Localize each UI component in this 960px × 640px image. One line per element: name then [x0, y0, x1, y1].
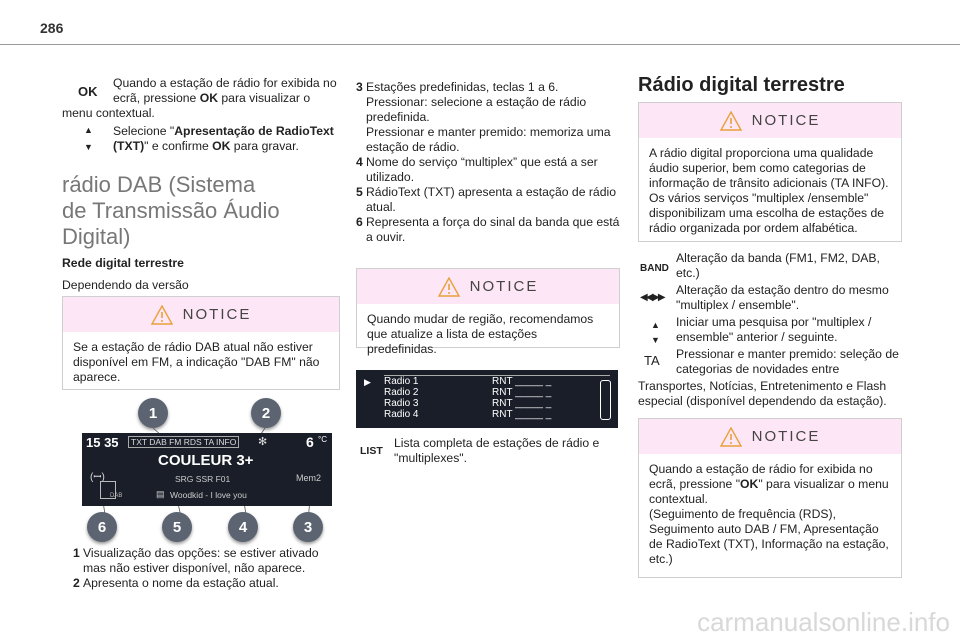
- band-key-label: BAND: [640, 263, 669, 274]
- ok-key-label: OK: [78, 84, 98, 99]
- notice-header: [63, 297, 339, 332]
- service-name: SRG SSR F01: [175, 474, 231, 484]
- notice-box-contextual: [638, 418, 902, 578]
- legend-item-6: 6 Representa a força do sinal da banda que está a ouvir.: [356, 215, 620, 244]
- ta-description-tail: Transportes, Notícias, Entretenimento e Flash especial (disponível dependendo da estação).: [638, 379, 887, 408]
- section-heading-terrestrial: Rádio digital terrestre: [638, 74, 845, 96]
- notice-header: [639, 419, 901, 454]
- list-pointer-icon: ▶: [364, 377, 371, 387]
- seek-arrows-icon: ◀◀ ▶▶: [640, 292, 664, 303]
- notice-box-dab-fm: [62, 296, 340, 390]
- subheading-terrestrial: Rede digital terrestre: [62, 256, 184, 270]
- legend-items-3-6: [356, 80, 621, 245]
- warning-icon: [720, 427, 742, 447]
- radio-list: Radio 1 Radio 2 Radio 3 Radio 4: [384, 376, 419, 420]
- legend-item-2: 2 Apresenta o nome da estação atual.: [73, 576, 279, 590]
- section-heading-dab: rádio DAB (Sistema de Transmissão Áudio Digital): [62, 172, 280, 249]
- clock-time: 15 35: [86, 435, 119, 450]
- down-arrow-icon: ▼: [84, 142, 93, 152]
- notice-body: A rádio digital proporciona uma qualidade áudio superior, bem como categorias de informação de trânsito adicionais (TA INFO). Os vários serviços "multiplex /ensemble" disponibilizam uma escolha de estações de rádio organizada por ordem alfabética.: [649, 146, 889, 235]
- notice-title: NOTICE: [751, 428, 821, 445]
- status-tags: TXT DAB FM RDS TA INFO: [128, 436, 239, 448]
- notice-body: Quando a estação de rádio for exibida no ecrã, pressione "OK" para visualizar o menu contextual. (Seguimento de frequência (RDS), Seguimento auto DAB / FM, Apresentação de RadioText (TXT), Informação na estação, etc.): [649, 462, 889, 566]
- callout-3: 3: [293, 512, 323, 542]
- warning-icon: [151, 305, 173, 325]
- seek-description: Alteração da estação dentro do mesmo "multiplex / ensemble".: [676, 283, 889, 312]
- ok-instruction: Quando a estação de rádio for exibida no ecrã, pressione OK para visualizar o: [113, 76, 337, 105]
- temperature-unit: °C: [318, 435, 327, 444]
- scrollbar: [600, 380, 611, 420]
- notice-header: [639, 103, 901, 138]
- band-description: Alteração da banda (FM1, FM2, DAB, etc.): [676, 251, 880, 280]
- notice-box-digital-radio: [638, 102, 902, 242]
- callout-1: 1: [138, 398, 168, 428]
- notice-box-region: [356, 268, 620, 356]
- radiotext-song: Woodkid - I love you: [170, 490, 247, 500]
- signal-antenna-icon: (ꟷ): [90, 472, 105, 483]
- list-key-label: LIST: [360, 445, 383, 457]
- rnt-list: RNT _____ _ RNT _____ _ RNT _____ _ RNT _____ _: [492, 376, 552, 420]
- up-arrow-icon: ▲: [651, 320, 660, 330]
- down-arrow-icon: ▼: [651, 335, 660, 345]
- notice-title: NOTICE: [182, 306, 252, 323]
- watermark: carmanualsonline.info: [697, 607, 950, 637]
- dab-label: DAB: [110, 493, 123, 499]
- updown-description: Iniciar uma pesquisa por "multiplex / ensemble" anterior / seguinte.: [676, 315, 872, 344]
- warning-icon: [438, 277, 460, 297]
- select-instruction: Selecione "Apresentação de RadioText (TXT)" e confirme OK para gravar.: [113, 124, 334, 153]
- ta-description: Pressionar e manter premido: seleção de categorias de novidades entre: [676, 347, 899, 376]
- temperature-value: 6: [306, 434, 314, 450]
- up-arrow-icon: ▲: [84, 125, 93, 135]
- page-number: 286: [40, 20, 64, 36]
- list-description: Lista completa de estações de rádio e "multiplexes".: [394, 436, 600, 465]
- radio-display-screen: [82, 433, 332, 506]
- station-name: COULEUR 3+: [158, 452, 254, 469]
- callout-5: 5: [162, 512, 192, 542]
- station-list-screen: [356, 370, 618, 428]
- legend-item-1: 1 Visualização das opções: se estiver ativado mas não estiver disponível, não aparece.: [73, 546, 319, 575]
- callout-2: 2: [251, 398, 281, 428]
- bluetooth-icon: ✻: [258, 436, 268, 448]
- legend-item-5: 5 RádioText (TXT) apresenta a estação de rádio atual.: [356, 185, 616, 214]
- callout-4: 4: [228, 512, 258, 542]
- legend-item-3: 3 Estações predefinidas, teclas 1 a 6. Pressionar: selecione a estação de rádio predefinida. Pressionar e manter premido: memoriza uma estação de rádio.: [356, 80, 611, 154]
- version-note: Dependendo da versão: [62, 278, 189, 292]
- notice-body: Quando mudar de região, recomendamos que atualize a lista de estações predefinidas.: [367, 312, 594, 356]
- list-divider: [384, 375, 610, 376]
- callout-6: 6: [87, 512, 117, 542]
- ok-instruction-tail: menu contextual.: [62, 106, 155, 120]
- notice-title: NOTICE: [469, 278, 539, 295]
- notice-title: NOTICE: [751, 112, 821, 129]
- notice-header: [357, 269, 619, 304]
- preset-memory: Mem2: [296, 473, 322, 483]
- warning-icon: [720, 111, 742, 131]
- header-rule: [0, 44, 960, 45]
- radiotext-icon: ▤: [156, 489, 165, 499]
- ta-key-label: TA: [644, 353, 660, 368]
- legend-items-1-2: [73, 546, 348, 591]
- legend-item-4: 4 Nome do serviço “multiplex” que está a ser utilizado.: [356, 155, 598, 184]
- notice-body: Se a estação de rádio DAB atual não estiver disponível em FM, a indicação "DAB FM" não aparece.: [73, 340, 320, 384]
